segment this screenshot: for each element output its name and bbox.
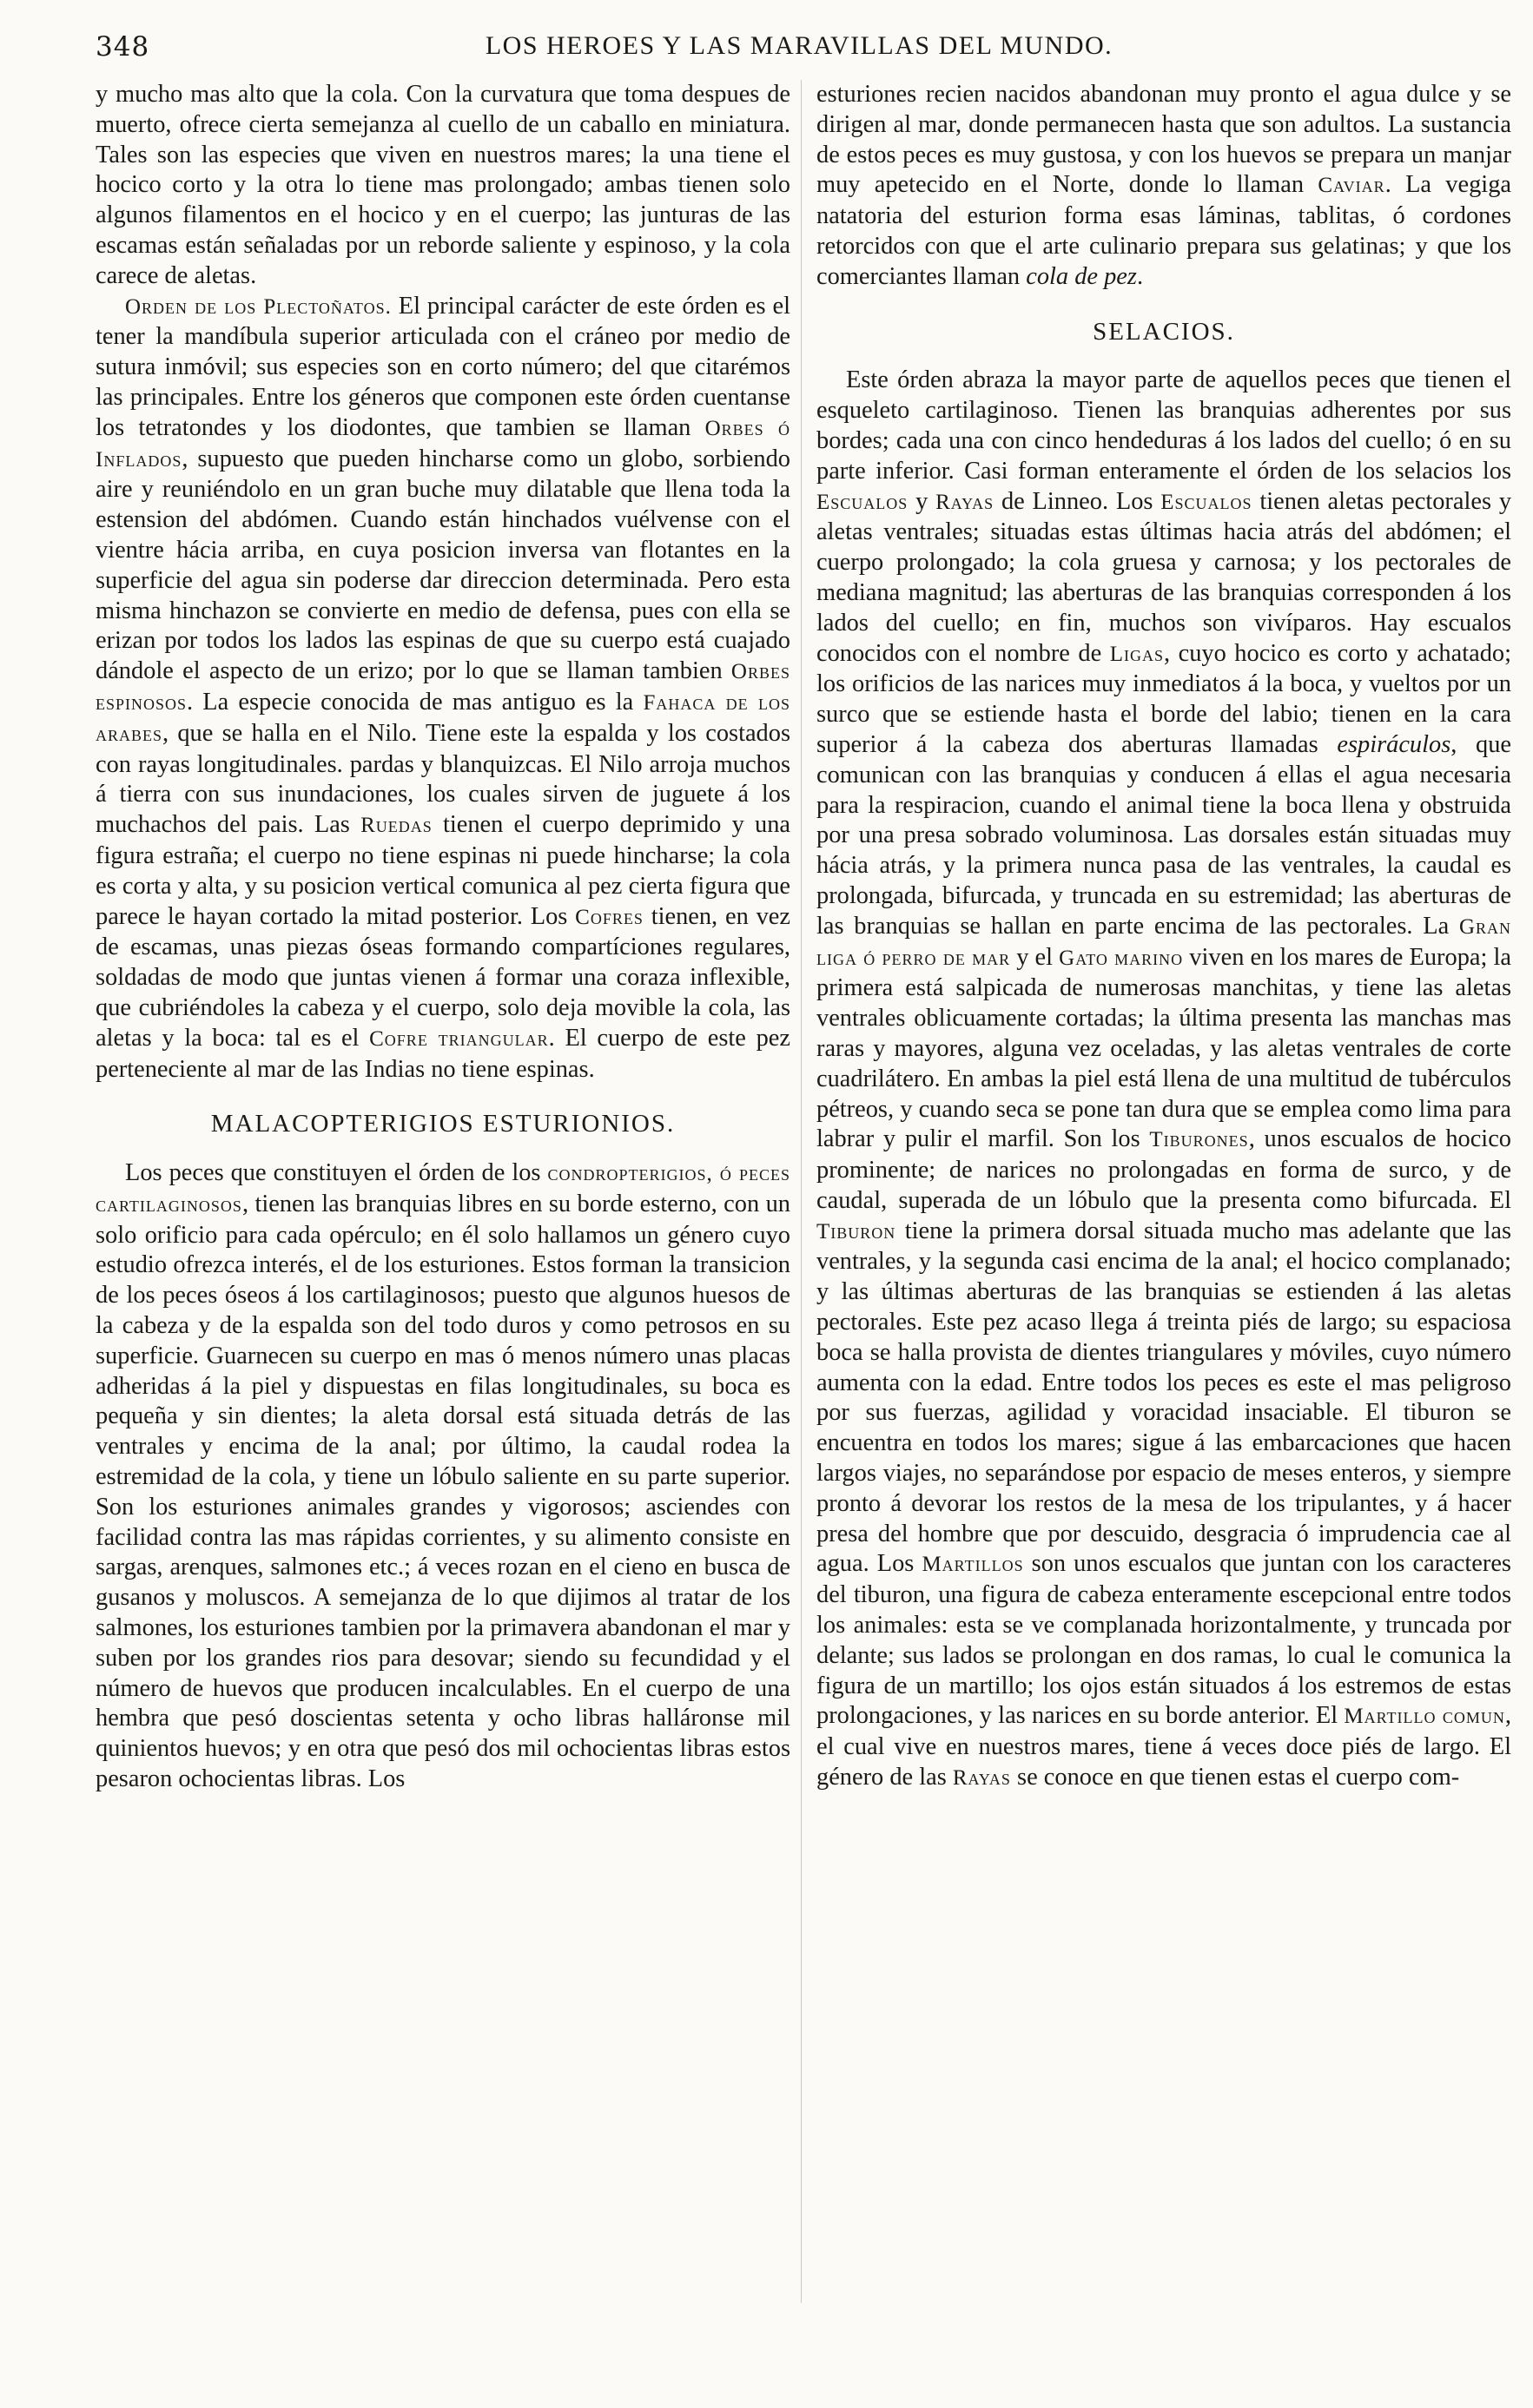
text-run: viven en los mares de Europa; la primera está salpicada de numerosas manchitas, y tiene las aletas ventrales oblicuamente cortadas; la última presenta las manchas mas raras y mayores, alguna vez oceladas, y las aletas ventrales de corte cuadrilátero. En ambas la piel está llena de una multitud de tubérculos pétreos, y cuando seca se pone tan dura que se emplea como lima para labrar y pulir el marfil. Son los bbox=[816, 943, 1511, 1153]
text-run: , cuyo hocico es corto y achatado; los orificios de las narices muy inmediatos á la boca, y vueltos por un surco que se estiende hasta el borde del labio; tienen en la cara superior á la cabeza dos aberturas llamadas bbox=[816, 639, 1511, 758]
term: Fahaca de los arabes bbox=[96, 690, 790, 746]
text-run: tienen el cuerpo deprimido y una figura estraña; el cuerpo no tiene espinas ni puede hincharse; la cola es corta y alta, y su posicion vertical comunica al pez cierta figura que parece le hayan cortado la mitad posterior. Los bbox=[96, 811, 790, 930]
text-run: esturiones recien nacidos abandonan muy pronto el agua dulce y se dirigen al mar, donde permanecen hasta que son adultos. La sustancia de estos peces es muy gustosa, y con los huevos se prepara un manjar muy apetecido en el Norte, donde lo llaman bbox=[816, 81, 1511, 199]
term: Cofres bbox=[575, 905, 644, 929]
term: cola de pez bbox=[1026, 262, 1137, 290]
term: Gran liga ó perro de mar bbox=[816, 914, 1511, 970]
term: Cofre triangular bbox=[369, 1026, 549, 1051]
term: Ruedas bbox=[360, 814, 433, 838]
section-heading: SELACIOS. bbox=[1093, 317, 1235, 346]
text-run: , el cual vive en nuestros mares, tiene á veces doce piés de largo. El género de las bbox=[816, 1702, 1511, 1791]
text-run: El principal carácter de este órden es el tener la mandíbula superior articulada con el cráneo por medio de sutura inmóvil; sus especies son en corto número; del que citarémos las principales. Entre los géneros que componen este órden cuentanse los tetratondes y los diodontes, que tambien se llaman bbox=[96, 292, 790, 441]
right-column bbox=[816, 80, 1511, 1794]
text-run: tiene la primera dorsal situada mucho mas adelante que las ventrales, y la segunda casi encima de la anal; el hocico complanado; y las últimas aberturas de las branquias se estienden á las aletas pectorales. Este pez acaso llega á treinta piés de largo; su espaciosa boca se halla provista de dientes triangulares y móviles, cuyo número aumenta con la edad. Entre todos los peces es este el mas peligroso por sus fuerzas, agilidad y voracidad insaciable. El tiburon se encuentra en todos los mares; sigue á las embarcaciones que hacen largos viajes, no separándose por espacio de meses enteros, y siempre pronto á devorar los restos de la mesa de los tripulantes, y á hacer presa del hombre que por descuido, desgracia ó imprudencia cae al agua. Los bbox=[816, 1217, 1511, 1578]
page-number: 348 bbox=[96, 31, 150, 63]
paragraph bbox=[96, 1158, 790, 1795]
running-title: LOS HEROES Y LAS MARAVILLAS DEL MUNDO. bbox=[485, 31, 1113, 60]
text-run: se conoce en que tienen estas el cuerpo com- bbox=[1010, 1764, 1460, 1791]
left-column bbox=[96, 80, 790, 1795]
term: Rayas bbox=[935, 490, 994, 514]
term: espiráculos bbox=[1337, 730, 1451, 758]
text-run: , supuesto que pueden hincharse como un globo, sorbiendo aire y reuniéndolo en un gran buche muy dilatable que llena toda la estension del abdómen. Cuando están hinchados vuélvense con el vientre hácia arriba, en cuya posicion inversa van flotantes en la superficie del agua sin poderse dar direccion determinada. Pero esta misma hinchazon se convierte en medio de defensa, pues con ella se erizan por todos los lados las espinas de que su cuerpo está cuajado dándole el aspecto de un erizo; por lo que se llaman tambien bbox=[96, 445, 790, 685]
column-divider bbox=[801, 80, 802, 2303]
term: Martillos bbox=[922, 1553, 1024, 1577]
text-run: , tienen las branquias libres en su borde esterno, con un solo orificio para cada opérculo; en él solo hallamos un género cuyo estudio ofrezca interés, el de los esturiones. Estos forman la transicion de los peces óseos á los cartilaginosos; puesto que algunos huesos de la cabeza y de la espalda son del todo duros y como petrosos en su superficie. Guarnecen su cuerpo en mas ó menos número unas placas adheridas á la piel y dispuestas en filas longitudinales, su boca es pequeña y sin dientes; la aleta dorsal está situada detrás de las ventrales y encima de la anal; por último, la caudal rodea la estremidad de la cola, y tiene un lóbulo saliente en su parte superior. Son los esturiones animales grandes y vigorosos; asciendes con facilidad contra las mas rápidas corrientes, y su alimento consiste en sargas, arenques, salmones etc.; á veces rozan en el cieno en busca de gusanos y moluscos. A semejanza de lo que dijimos al tratar de los salmones, los esturiones tambien por la primavera abandonan el mar y suben por los grandes rios para desovar; siendo su fecundidad y el número de huevos que producen incalculables. En el cuerpo de una hembra que pesó doscientas setenta y ocho libras halláronse mil quinientos huevos; y en otra que pesó dos mil ochocientas libras estos pesaron ochocientas libras. Los bbox=[96, 1190, 790, 1793]
paragraph bbox=[816, 80, 1511, 293]
term: Orbes espinosos bbox=[96, 660, 790, 715]
term: Gato marino bbox=[1059, 946, 1184, 970]
text-run: . bbox=[1136, 262, 1144, 290]
order-heading: Orden de los Plectoñatos. bbox=[125, 294, 392, 319]
term: Martillo comun bbox=[1344, 1705, 1505, 1729]
text-run: . La especie conocida de mas antiguo es la bbox=[187, 688, 644, 716]
section-heading: MALACOPTERIGIOS ESTURIONIOS. bbox=[210, 1110, 676, 1138]
paragraph bbox=[96, 292, 790, 1085]
text-run: tienen, en vez de escamas, unas piezas óseas formando compartíciones regulares, soldadas de modo que juntas vienen á formar una coraza inflexible, que cubriéndoles la cabeza y el cuerpo, solo deja movible la cola, las aletas y la boca: tal es el bbox=[96, 902, 790, 1052]
text-run: y bbox=[908, 487, 936, 515]
text-run: , que comunican con las branquias y conducen á ellas el agua necesaria para la respiracion, cuando el animal tiene la boca llena y obstruida por una presa sobrado voluminosa. Las dorsales están situadas muy hácia atrás, y la primera nunca pasa de las ventrales, la caudal es prolongada, bifurcada, y truncada en su estremidad; las aberturas de las branquias se hallan en parte encima de las pectorales. La bbox=[816, 730, 1512, 940]
text-run: . El cuerpo de este pez perteneciente al mar de las Indias no tiene espinas. bbox=[96, 1024, 790, 1083]
text-run: , unos escualos de hocico prominente; de narices no prolongadas en forma de surco, y de caudal, superada de un lóbulo que la presenta como bifurcada. El bbox=[816, 1125, 1511, 1214]
term: Ligas bbox=[1109, 642, 1164, 666]
term: Tiburones bbox=[1149, 1128, 1249, 1152]
term: Caviar bbox=[1318, 174, 1385, 198]
page-header bbox=[96, 31, 1503, 71]
term: Escualos bbox=[1160, 490, 1252, 514]
term: Rayas bbox=[952, 1766, 1011, 1791]
text-run: son unos escualos que juntan con los caracteres del tiburon, una figura de cabeza enteramente escepcional entre todos los animales: esta se ve complanada horizontalmente, y truncada por delante; sus lados se prolongan en dos ramas, lo cual le comunica la figura de un martillo; los ojos están situados á los estremos de estas prolongaciones, y las narices en su borde anterior. El bbox=[816, 1550, 1511, 1730]
term: condropterigios, ó peces cartilaginosos bbox=[96, 1162, 791, 1217]
term: Orbes ó Inflados bbox=[96, 416, 790, 472]
text-run: . La vegiga natatoria del esturion forma esas láminas, tablitas, ó cordones retorcidos con que el arte culinario prepara sus gelatinas; y que los comerciantes llaman bbox=[816, 171, 1511, 290]
text-run: Los peces que constituyen el órden de los bbox=[125, 1159, 548, 1187]
text-run: Este órden abraza la mayor parte de aquellos peces que tienen el esqueleto cartilaginoso. Tienen las branquias adherentes por sus bordes; cada una con cinco hendeduras á los lados del cuello; ó en su parte inferior. Casi forman enteramente el órden de los selacios los bbox=[816, 366, 1511, 485]
text-run: tienen aletas pectorales y aletas ventrales; situadas estas últimas hacia atrás del abdómen; el cuerpo prolongado; la cola gruesa y carnosa; y los pectorales de mediana magnitud; las aberturas de las branquias corresponden á los lados del cuello; en fin, muchos son vivíparos. Hay escualos conocidos con el nombre de bbox=[816, 487, 1512, 667]
text-run: de Linneo. Los bbox=[994, 487, 1161, 515]
term: Tiburon bbox=[816, 1219, 896, 1244]
text-run: , que se halla en el Nilo. Tiene este la espalda y los costados con rayas longitudinales. pardas y blanquizcas. El Nilo arroja muchos á tierra con sus inundaciones, los cuales sirven de juguete á los muchachos del pais. Las bbox=[96, 719, 790, 839]
text-run: y el bbox=[1010, 943, 1060, 971]
paragraph: y mucho mas alto que la cola. Con la curvatura que toma despues de muerto, ofrece cierta semejanza al cuello de un caballo en miniatura. Tales son las especies que viven en nuestros mares; la una tiene el hocico corto y la otra lo tiene mas prolongado; ambas tienen solo algunos filamentos en el hocico y en el cuerpo; las junturas de las escamas están señaladas por un reborde saliente y espinoso, y la cola carece de aletas. bbox=[96, 81, 790, 289]
term: Escualos bbox=[816, 490, 909, 514]
paragraph bbox=[816, 366, 1511, 1793]
